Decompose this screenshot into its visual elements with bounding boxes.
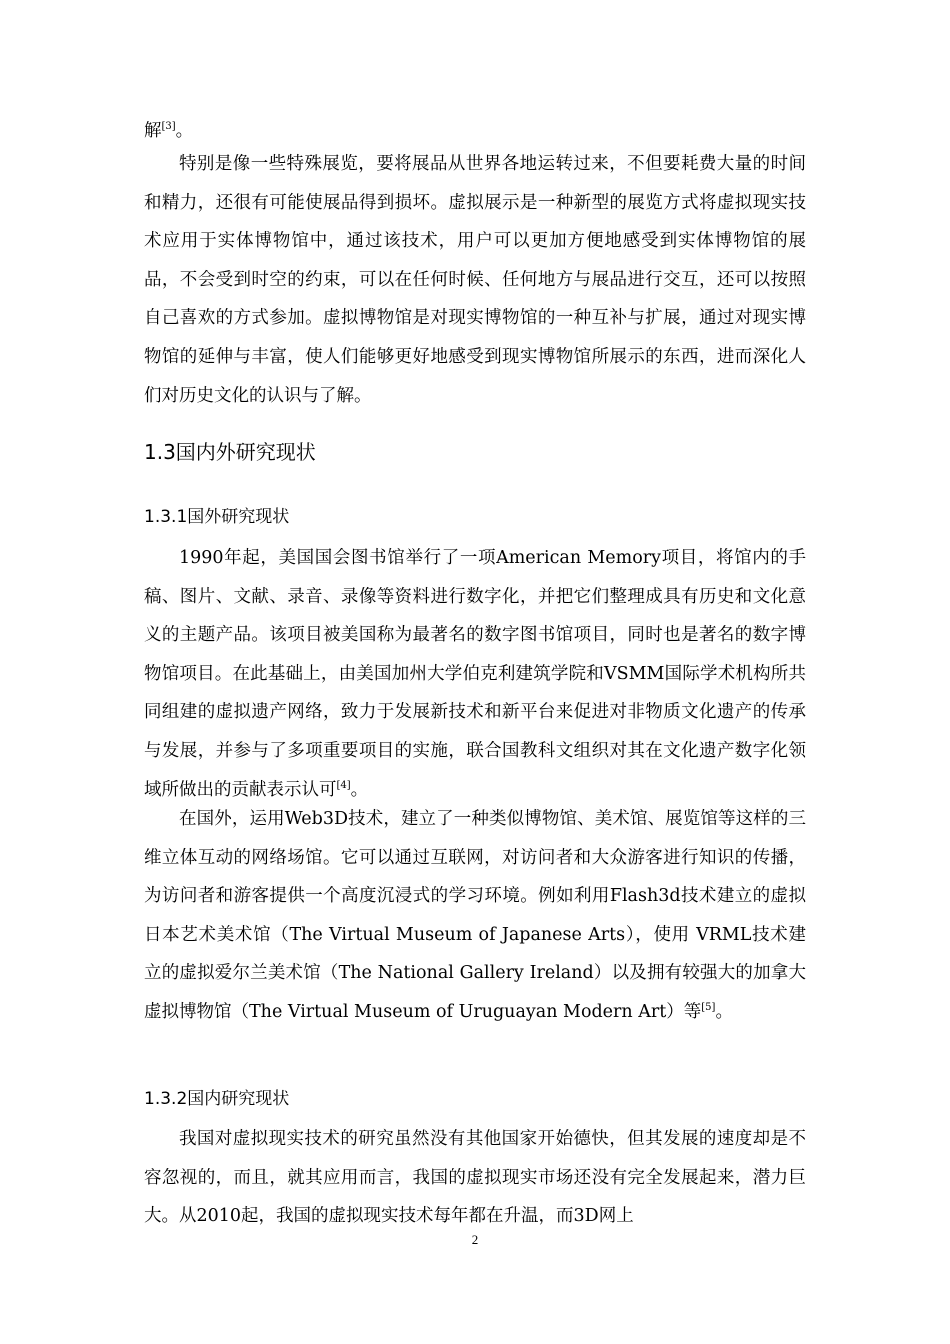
section-heading-1-3-2: 1.3.2国内研究现状 — [144, 1089, 290, 1109]
paragraph-text: 特别是像一些特殊展览，要将展品从世界各地运转过来，不但要耗费大量的时间和精力，还很有可能使展品得到损坏。虚拟展示是一种新型的展览方式将虚拟现实技术应用于实体博物馆中，通过该技术，用户可以更加方便地感受到实体博物馆的展品，不会受到时空的约束，可以在任何时候、任何地方与展品进行交互，还可以按照自己喜欢的方式参加。虚拟博物馆是对现实博物馆的一种互补与扩展，通过对现实博物馆的延伸与丰富，使人们能够更好地感受到现实博物馆所展示的东西，进而深化人们对历史文化的认识与了解。 — [144, 154, 806, 406]
paragraph-tail: 。 — [350, 779, 369, 800]
paragraph-tail: 。 — [715, 1001, 733, 1022]
section-heading-1-3: 1.3国内外研究现状 — [144, 440, 316, 464]
page-number: 2 — [471, 1232, 479, 1247]
paragraph-tail: 。 — [175, 121, 194, 141]
paragraph-foreign-research — [144, 539, 806, 809]
citation-ref: [3] — [161, 121, 176, 133]
paragraph-text: 解 — [144, 121, 162, 141]
paragraph-text: 1990年起，美国国会图书馆举行了一项American Memory项目，将馆内的手稿、图片、文献、录音、录像等资料进行数字化，并把它们整理成具有历史和文化意义的主题产品。该项目被美国称为最著名的数字图书馆项目，同时也是著名的数字博物馆项目。在此基础上，由美国加州大学伯克利建筑学院和VSMM国际学术机构所共同组建的虚拟遗产网络，致力于发展新技术和新平台来促进对非物质文化遗产的传承与发展，并参与了多项重要项目的实施，联合国教科文组织对其在文化遗产数字化领域所做出的贡献表示认可 — [144, 548, 806, 800]
paragraph-virtual-exhibition — [144, 145, 806, 415]
paragraph-web3d — [144, 800, 806, 1032]
paragraph-text: 在国外，运用Web3D技术，建立了一种类似博物馆、美术馆、展览馆等这样的三维立体互动的网络场馆。它可以通过互联网，对访问者和大众游客进行知识的传播，为访问者和游客提供一个高度沉浸式的学习环境。例如利用Flash3d技术建立的虚拟日本艺术美术馆（The Virtual Museum of Japanese Arts），使用 VRML技术建立的虚拟爱尔兰美术馆（The National Gallery Ireland）以及拥有较强大的加拿大虚拟博物馆（The Virtual Museum of Uruguayan Modern Art）等 — [144, 809, 806, 1022]
citation-ref: [5] — [701, 1002, 716, 1014]
paragraph-text: 我国对虚拟现实技术的研究虽然没有其他国家开始德快，但其发展的速度却是不容忽视的，而且，就其应用而言，我国的虚拟现实市场还没有完全发展起来，潜力巨大。从2010起，我国的虚拟现实技术每年都在升温，而3D网上 — [144, 1129, 806, 1227]
paragraph-domestic-research — [144, 1120, 806, 1236]
section-heading-1-3-1: 1.3.1国外研究现状 — [144, 507, 290, 527]
citation-ref: [4] — [336, 779, 351, 791]
